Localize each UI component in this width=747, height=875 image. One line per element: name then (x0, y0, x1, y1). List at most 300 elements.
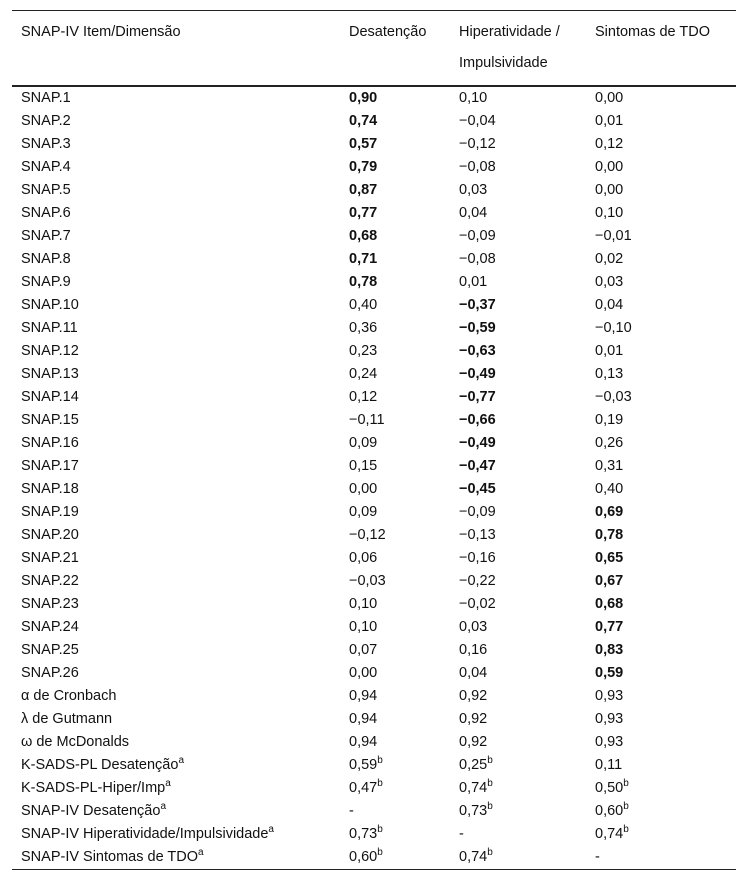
significance-marker: b (487, 847, 493, 858)
table-row (12, 823, 736, 846)
loading-value: 0,36 (349, 320, 378, 336)
value-cell (586, 386, 736, 409)
row-label: SNAP.23 (21, 596, 79, 612)
value-cell (586, 593, 736, 616)
value-cell (586, 570, 736, 593)
row-label: SNAP.5 (21, 182, 71, 198)
loading-value: 0,00 (595, 159, 624, 175)
row-label-cell (12, 271, 340, 294)
table-row (12, 731, 736, 754)
table-row (12, 524, 736, 547)
row-label: SNAP.14 (21, 389, 79, 405)
table-row (12, 501, 736, 524)
row-label-cell (12, 754, 340, 777)
loading-value: 0,94 (349, 734, 378, 750)
loading-value: 0,92 (459, 688, 488, 704)
value-cell (340, 202, 450, 225)
value-cell (340, 478, 450, 501)
table-row (12, 317, 736, 340)
row-label-cell (12, 846, 340, 870)
value-cell (340, 156, 450, 179)
loading-value-bold: −0,77 (459, 389, 496, 405)
loading-value: 0,01 (595, 343, 624, 359)
table-row (12, 248, 736, 271)
row-label: K-SADS-PL Desatenção (21, 757, 179, 773)
row-label-cell (12, 777, 340, 800)
table-row (12, 156, 736, 179)
table-row (12, 340, 736, 363)
value-cell (340, 639, 450, 662)
loading-value: - (459, 826, 464, 842)
row-label: SNAP.3 (21, 136, 71, 152)
loading-value: −0,12 (349, 527, 386, 543)
header-hyperactivity (450, 11, 586, 87)
value-cell (586, 662, 736, 685)
value-cell (586, 202, 736, 225)
value-cell (340, 271, 450, 294)
loading-value: −0,03 (595, 389, 632, 405)
loading-value: 0,03 (459, 619, 488, 635)
header-item-dimension: SNAP-IV Item/Dimensão (21, 24, 181, 40)
row-label-cell (12, 616, 340, 639)
value-cell (450, 248, 586, 271)
row-label: ω de McDonalds (21, 734, 130, 750)
loading-value-bold: −0,59 (459, 320, 496, 336)
table-row (12, 225, 736, 248)
loading-value-bold: 0,78 (349, 274, 378, 290)
loading-value: −0,03 (349, 573, 386, 589)
value-cell (450, 731, 586, 754)
value-cell (340, 340, 450, 363)
footnote-marker: a (165, 778, 171, 789)
loading-value: 0,92 (459, 734, 488, 750)
loading-value: 0,07 (349, 642, 378, 658)
loading-value: 0,00 (595, 90, 624, 106)
loading-value: 0,25 (459, 757, 488, 773)
row-label-cell (12, 524, 340, 547)
value-cell (340, 225, 450, 248)
value-cell (450, 409, 586, 432)
value-cell (450, 156, 586, 179)
loading-value: −0,09 (459, 228, 496, 244)
row-label-cell (12, 731, 340, 754)
value-cell (450, 616, 586, 639)
value-cell (340, 754, 450, 777)
value-cell (340, 248, 450, 271)
table-row (12, 271, 736, 294)
significance-marker: b (623, 824, 629, 835)
row-label-cell (12, 432, 340, 455)
loading-value-bold: 0,68 (595, 596, 624, 612)
value-cell (586, 478, 736, 501)
loading-value-bold: −0,49 (459, 366, 496, 382)
row-label: SNAP.13 (21, 366, 79, 382)
value-cell (586, 340, 736, 363)
value-cell (586, 294, 736, 317)
loading-value: 0,04 (459, 665, 488, 681)
value-cell (340, 317, 450, 340)
value-cell (586, 156, 736, 179)
loading-value-bold: −0,66 (459, 412, 496, 428)
row-label: SNAP.26 (21, 665, 79, 681)
loading-value: 0,60 (349, 849, 378, 865)
value-cell (450, 800, 586, 823)
row-label: SNAP.9 (21, 274, 71, 290)
table-row (12, 363, 736, 386)
row-label: SNAP.15 (21, 412, 79, 428)
value-cell (586, 225, 736, 248)
row-label: SNAP.7 (21, 228, 71, 244)
table-row (12, 294, 736, 317)
value-cell (450, 570, 586, 593)
loading-value: 0,13 (595, 366, 624, 382)
value-cell (586, 731, 736, 754)
loading-value: 0,23 (349, 343, 378, 359)
value-cell (450, 754, 586, 777)
row-label: SNAP-IV Hiperatividade/Impulsividade (21, 826, 269, 842)
row-label: SNAP.24 (21, 619, 79, 635)
loading-value: −0,08 (459, 159, 496, 175)
table-row (12, 86, 736, 110)
value-cell (340, 501, 450, 524)
header-hyperactivity-line2: Impulsividade (459, 55, 548, 71)
row-label-cell (12, 363, 340, 386)
row-label-cell (12, 593, 340, 616)
row-label-cell (12, 179, 340, 202)
row-label: SNAP-IV Sintomas de TDO (21, 849, 199, 865)
value-cell (340, 662, 450, 685)
value-cell (586, 547, 736, 570)
table-row (12, 616, 736, 639)
loading-value: 0,31 (595, 458, 624, 474)
loading-value: −0,08 (459, 251, 496, 267)
loading-value: −0,01 (595, 228, 632, 244)
loading-value: 0,06 (349, 550, 378, 566)
table-row (12, 708, 736, 731)
loading-value: −0,09 (459, 504, 496, 520)
significance-marker: b (377, 778, 383, 789)
loading-value-bold: 0,83 (595, 642, 624, 658)
value-cell (450, 662, 586, 685)
loading-value-bold: 0,77 (349, 205, 378, 221)
value-cell (340, 86, 450, 110)
loading-value: 0,16 (459, 642, 488, 658)
loading-value: −0,16 (459, 550, 496, 566)
value-cell (450, 363, 586, 386)
value-cell (586, 86, 736, 110)
loading-value: 0,15 (349, 458, 378, 474)
value-cell (340, 133, 450, 156)
loading-value: 0,26 (595, 435, 624, 451)
table-row (12, 547, 736, 570)
loading-value: 0,01 (459, 274, 488, 290)
factor-loadings-table-container (12, 10, 736, 870)
value-cell (340, 708, 450, 731)
table-row (12, 478, 736, 501)
loading-value: 0,10 (349, 596, 378, 612)
loading-value-bold: 0,77 (595, 619, 624, 635)
value-cell (450, 271, 586, 294)
value-cell (586, 248, 736, 271)
header-hyperactivity-line1: Hiperatividade / (459, 24, 560, 40)
value-cell (586, 432, 736, 455)
loading-value: 0,93 (595, 734, 624, 750)
loading-value: 0,50 (595, 780, 624, 796)
loading-value: - (595, 849, 600, 865)
value-cell (340, 455, 450, 478)
row-label: K-SADS-PL-Hiper/Imp (21, 780, 166, 796)
loading-value: 0,01 (595, 113, 624, 129)
value-cell (340, 547, 450, 570)
loading-value: 0,09 (349, 435, 378, 451)
row-label-cell (12, 294, 340, 317)
table-row (12, 110, 736, 133)
footnote-marker: a (160, 801, 166, 812)
loading-value: −0,22 (459, 573, 496, 589)
row-label: λ de Gutmann (21, 711, 113, 727)
loading-value: 0,47 (349, 780, 378, 796)
loading-value: 0,93 (595, 711, 624, 727)
row-label-cell (12, 133, 340, 156)
loading-value-bold: 0,79 (349, 159, 378, 175)
value-cell (586, 800, 736, 823)
value-cell (340, 570, 450, 593)
value-cell (340, 800, 450, 823)
row-label-cell (12, 248, 340, 271)
row-label-cell (12, 800, 340, 823)
value-cell (450, 110, 586, 133)
row-label: SNAP.12 (21, 343, 79, 359)
value-cell (450, 317, 586, 340)
value-cell (450, 386, 586, 409)
value-cell (450, 432, 586, 455)
value-cell (450, 179, 586, 202)
significance-marker: b (623, 801, 629, 812)
value-cell (586, 754, 736, 777)
value-cell (450, 294, 586, 317)
loading-value-bold: 0,78 (595, 527, 624, 543)
loading-value-bold: 0,90 (349, 90, 378, 106)
loading-value: 0,12 (349, 389, 378, 405)
loading-value-bold: 0,74 (349, 113, 378, 129)
row-label-cell (12, 317, 340, 340)
loading-value: −0,12 (459, 136, 496, 152)
row-label-cell (12, 708, 340, 731)
value-cell (340, 616, 450, 639)
row-label-cell (12, 570, 340, 593)
row-label-cell (12, 409, 340, 432)
value-cell (340, 846, 450, 870)
loading-value: 0,93 (595, 688, 624, 704)
loading-value: 0,10 (459, 90, 488, 106)
value-cell (340, 524, 450, 547)
loading-value-bold: −0,47 (459, 458, 496, 474)
value-cell (450, 639, 586, 662)
significance-marker: b (487, 778, 493, 789)
loading-value: 0,12 (595, 136, 624, 152)
row-label-cell (12, 86, 340, 110)
loading-value: 0,00 (595, 182, 624, 198)
loading-value: 0,00 (349, 481, 378, 497)
loading-value: 0,19 (595, 412, 624, 428)
significance-marker: b (487, 801, 493, 812)
significance-marker: b (487, 755, 493, 766)
value-cell (450, 593, 586, 616)
table-row (12, 202, 736, 225)
loading-value: 0,09 (349, 504, 378, 520)
row-label-cell (12, 202, 340, 225)
significance-marker: b (377, 847, 383, 858)
table-row (12, 386, 736, 409)
value-cell (586, 271, 736, 294)
value-cell (450, 133, 586, 156)
loading-value: 0,73 (349, 826, 378, 842)
row-label: SNAP-IV Desatenção (21, 803, 161, 819)
value-cell (586, 524, 736, 547)
value-cell (340, 363, 450, 386)
value-cell (450, 777, 586, 800)
table-row (12, 179, 736, 202)
value-cell (450, 708, 586, 731)
loading-value: 0,60 (595, 803, 624, 819)
loading-value: −0,04 (459, 113, 496, 129)
loading-value: 0,03 (459, 182, 488, 198)
loading-value: 0,10 (349, 619, 378, 635)
loading-value: −0,13 (459, 527, 496, 543)
table-row (12, 639, 736, 662)
row-label-cell (12, 478, 340, 501)
row-label: SNAP.2 (21, 113, 71, 129)
value-cell (586, 179, 736, 202)
loading-value: 0,59 (349, 757, 378, 773)
loading-value: 0,73 (459, 803, 488, 819)
row-label-cell (12, 501, 340, 524)
value-cell (340, 409, 450, 432)
row-label: SNAP.20 (21, 527, 79, 543)
table-row (12, 685, 736, 708)
value-cell (450, 340, 586, 363)
loading-value: 0,04 (459, 205, 488, 221)
footnote-marker: a (268, 824, 274, 835)
loading-value: −0,11 (349, 412, 385, 428)
row-label: SNAP.16 (21, 435, 79, 451)
loading-value: 0,00 (349, 665, 378, 681)
value-cell (586, 363, 736, 386)
loading-value: 0,24 (349, 366, 378, 382)
table-row (12, 570, 736, 593)
value-cell (586, 639, 736, 662)
value-cell (450, 846, 586, 870)
row-label-cell (12, 455, 340, 478)
loading-value-bold: −0,49 (459, 435, 496, 451)
loading-value: 0,03 (595, 274, 624, 290)
row-label-cell (12, 110, 340, 133)
significance-marker: b (623, 778, 629, 789)
loading-value-bold: 0,68 (349, 228, 378, 244)
row-label: SNAP.21 (21, 550, 79, 566)
loading-value-bold: −0,45 (459, 481, 496, 497)
table-header (12, 11, 736, 87)
row-label: SNAP.4 (21, 159, 71, 175)
header-odd-symptoms: Sintomas de TDO (595, 24, 710, 40)
table-row (12, 846, 736, 870)
footnote-marker: a (178, 755, 184, 766)
loading-value: - (349, 803, 354, 819)
row-label-cell (12, 639, 340, 662)
row-label: SNAP.1 (21, 90, 71, 106)
row-label: SNAP.18 (21, 481, 79, 497)
table-row (12, 409, 736, 432)
value-cell (586, 823, 736, 846)
value-cell (586, 133, 736, 156)
loading-value-bold: 0,65 (595, 550, 624, 566)
value-cell (340, 593, 450, 616)
loading-value: 0,11 (595, 757, 623, 773)
row-label-cell (12, 156, 340, 179)
value-cell (450, 86, 586, 110)
loading-value: −0,10 (595, 320, 632, 336)
loading-value: 0,04 (595, 297, 624, 313)
significance-marker: b (377, 755, 383, 766)
table-row (12, 133, 736, 156)
row-label-cell (12, 547, 340, 570)
loading-value: 0,94 (349, 711, 378, 727)
value-cell (450, 685, 586, 708)
value-cell (586, 455, 736, 478)
value-cell (450, 524, 586, 547)
loading-value-bold: 0,71 (349, 251, 378, 267)
table-row (12, 432, 736, 455)
row-label-cell (12, 225, 340, 248)
value-cell (586, 846, 736, 870)
loading-value: 0,40 (349, 297, 378, 313)
value-cell (450, 202, 586, 225)
row-label-cell (12, 823, 340, 846)
table-row (12, 800, 736, 823)
value-cell (340, 386, 450, 409)
significance-marker: b (377, 824, 383, 835)
table-row (12, 593, 736, 616)
loading-value-bold: 0,69 (595, 504, 624, 520)
loading-value-bold: −0,63 (459, 343, 496, 359)
loading-value: 0,10 (595, 205, 624, 221)
row-label: SNAP.19 (21, 504, 79, 520)
header-row (12, 11, 736, 87)
loading-value: −0,02 (459, 596, 496, 612)
footnote-marker: a (198, 847, 204, 858)
row-label: SNAP.22 (21, 573, 79, 589)
value-cell (340, 777, 450, 800)
value-cell (586, 317, 736, 340)
table-row (12, 455, 736, 478)
value-cell (450, 455, 586, 478)
row-label: SNAP.25 (21, 642, 79, 658)
value-cell (450, 478, 586, 501)
loading-value: 0,74 (459, 780, 488, 796)
loading-value: 0,74 (459, 849, 488, 865)
loading-value: 0,94 (349, 688, 378, 704)
value-cell (340, 432, 450, 455)
value-cell (340, 294, 450, 317)
value-cell (340, 110, 450, 133)
factor-loadings-table (12, 10, 736, 870)
loading-value: 0,74 (595, 826, 624, 842)
row-label-cell (12, 662, 340, 685)
loading-value: 0,02 (595, 251, 624, 267)
loading-value: 0,92 (459, 711, 488, 727)
value-cell (586, 501, 736, 524)
row-label: α de Cronbach (21, 688, 117, 704)
